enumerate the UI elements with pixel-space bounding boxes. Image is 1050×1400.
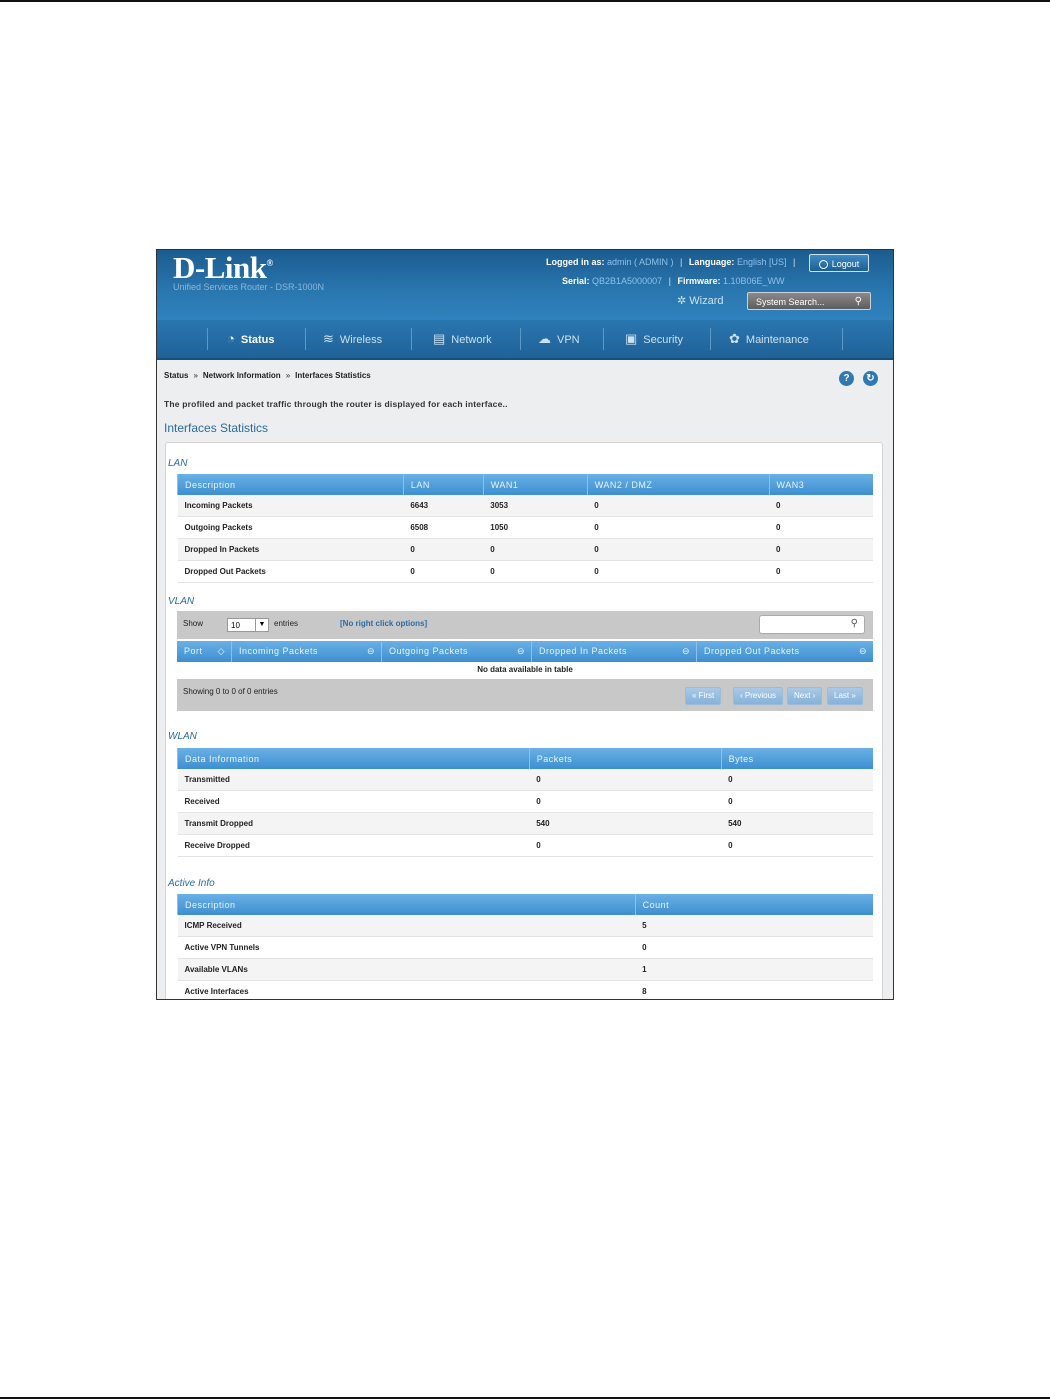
system-search-input[interactable]: System Search... ⚲: [747, 292, 871, 310]
nav-security[interactable]: ▣ Security: [625, 331, 684, 346]
wlan-section-title: WLAN: [168, 731, 197, 742]
wlan-col-packets: Packets: [529, 748, 721, 769]
sort-icon: ⊖: [516, 646, 525, 656]
router-screenshot: [156, 249, 894, 1000]
pager-first[interactable]: « First: [685, 687, 721, 705]
table-row: Outgoing Packets 6508 1050 0 0: [178, 517, 874, 539]
active-col-description: Description: [178, 894, 636, 915]
lan-table: [177, 474, 873, 583]
lan-col-wan3: WAN3: [769, 474, 873, 495]
wizard-link[interactable]: ✲ Wizard: [677, 295, 724, 307]
wlan-col-bytes: Bytes: [721, 748, 873, 769]
chevron-down-icon: ▼: [255, 619, 268, 631]
cloud-icon: ☁: [538, 331, 551, 346]
main-nav: [157, 320, 893, 360]
breadcrumb-status[interactable]: Status: [164, 371, 189, 380]
page-description: The profiled and packet traffic through the router is displayed for each interface..: [164, 399, 508, 409]
gauge-icon: ◔: [227, 331, 235, 346]
server-icon: ▤: [433, 331, 446, 346]
lan-col-wan1: WAN1: [483, 474, 587, 495]
refresh-icon[interactable]: ↻: [863, 371, 878, 386]
nav-network[interactable]: ▤ Network: [433, 331, 492, 346]
vlan-table-header: [177, 641, 873, 662]
vlan-section-title: VLAN: [168, 596, 195, 607]
entries-label: entries: [274, 619, 299, 628]
wifi-icon: ≋: [323, 331, 334, 346]
nav-maintenance[interactable]: ✿ Maintenance: [729, 331, 809, 346]
vlan-col-outgoing[interactable]: Outgoing Packets ⊖: [381, 641, 531, 662]
table-row: Active Interfaces 8: [178, 981, 874, 1001]
pager-last[interactable]: Last »: [827, 687, 863, 705]
vlan-footer: [177, 679, 873, 711]
wand-icon: ✲: [677, 295, 687, 307]
active-col-count: Count: [635, 894, 873, 915]
lan-col-lan: LAN: [403, 474, 483, 495]
vlan-col-incoming[interactable]: Incoming Packets ⊖: [231, 641, 381, 662]
vlan-showing-info: Showing 0 to 0 of 0 entries: [183, 687, 278, 696]
active-info-table: [177, 894, 873, 1000]
page-bottom-rule: [0, 1397, 1050, 1399]
search-icon: ⚲: [854, 296, 862, 307]
page-top-rule: [0, 0, 1050, 2]
breadcrumb: Status » Network Information » Interfaces Statistics: [164, 371, 371, 380]
active-info-section-title: Active Info: [168, 878, 215, 889]
lock-icon: ▣: [625, 331, 638, 346]
vlan-col-port[interactable]: Port ◇: [177, 641, 231, 662]
logout-button[interactable]: Logout: [809, 254, 869, 272]
lan-col-wan2-dmz: WAN2 / DMZ: [587, 474, 769, 495]
wlan-col-data-information: Data Information: [178, 748, 530, 769]
gears-icon: ✿: [729, 331, 740, 346]
device-info: Serial: QB2B1A5000007 | Firmware: 1.10B06E_WW: [562, 276, 785, 286]
sort-icon: ⊖: [681, 646, 690, 656]
pager-previous[interactable]: ‹ Previous: [733, 687, 783, 705]
table-row: Transmit Dropped 540 540: [178, 813, 874, 835]
table-row: Dropped Out Packets 0 0 0 0: [178, 561, 874, 583]
wlan-table: [177, 748, 873, 857]
login-info: Logged in as: admin ( ADMIN ) | Language: English [US] |: [546, 257, 796, 267]
lan-section-title: LAN: [168, 458, 188, 469]
dlink-logo: D-Link®: [173, 250, 273, 285]
right-click-note: [No right click options]: [340, 619, 428, 628]
pager-next[interactable]: Next ›: [787, 687, 822, 705]
vlan-col-dropped-out[interactable]: Dropped Out Packets ⊖: [696, 641, 873, 662]
table-row: Dropped In Packets 0 0 0 0: [178, 539, 874, 561]
firmware-value: 1.10B06E_WW: [723, 276, 785, 286]
vlan-search-input[interactable]: [759, 615, 865, 634]
header: [157, 250, 893, 320]
page-title: Interfaces Statistics: [164, 421, 269, 435]
serial-value: QB2B1A5000007: [592, 276, 663, 286]
table-row: Available VLANs 1: [178, 959, 874, 981]
sort-icon: ◇: [217, 646, 225, 656]
nav-vpn[interactable]: ☁ VPN: [538, 331, 580, 346]
nav-wireless[interactable]: ≋ Wireless: [323, 331, 383, 346]
sort-icon: ⊖: [858, 646, 867, 656]
nav-status[interactable]: ◔ Status: [227, 331, 275, 346]
breadcrumb-network-information[interactable]: Network Information: [202, 371, 281, 380]
logged-in-user[interactable]: admin ( ADMIN ): [607, 257, 674, 267]
help-icon[interactable]: ?: [839, 371, 854, 386]
table-row: ICMP Received 5: [178, 915, 874, 937]
sort-icon: ⊖: [366, 646, 375, 656]
table-row: Received 0 0: [178, 791, 874, 813]
language-select[interactable]: English [US]: [736, 257, 787, 267]
vlan-col-dropped-in[interactable]: Dropped In Packets ⊖: [531, 641, 696, 662]
breadcrumb-interfaces-statistics: Interfaces Statistics: [295, 371, 371, 380]
vlan-no-data: No data available in table: [177, 662, 873, 678]
show-label: Show: [183, 619, 204, 628]
table-row: Transmitted 0 0: [178, 769, 874, 791]
table-row: Incoming Packets 6643 3053 0 0: [178, 495, 874, 517]
power-icon: [819, 260, 828, 269]
table-row: Receive Dropped 0 0: [178, 835, 874, 857]
vlan-toolbar: [177, 611, 873, 639]
lan-col-description: Description: [178, 474, 404, 495]
search-icon: ⚲: [850, 618, 858, 629]
table-row: Active VPN Tunnels 0: [178, 937, 874, 959]
product-subtitle: Unified Services Router - DSR-1000N: [173, 282, 325, 292]
entries-select[interactable]: 10 ▼: [227, 618, 269, 632]
